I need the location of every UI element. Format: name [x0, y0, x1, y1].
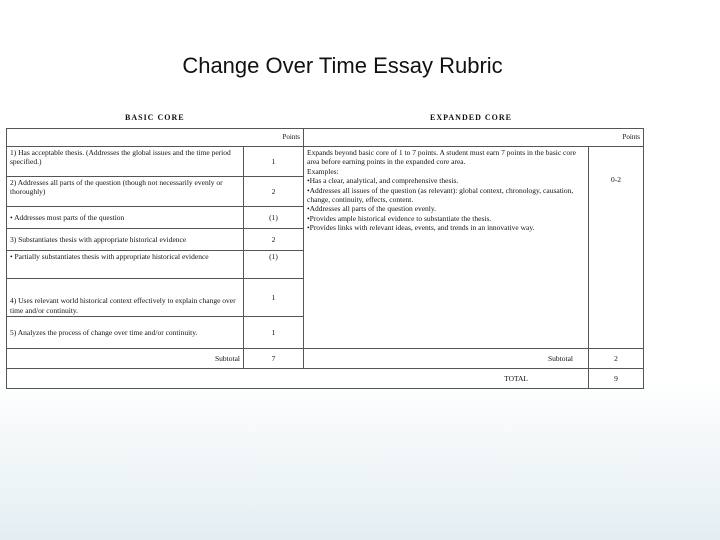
expanded-core-header: EXPANDED CORE	[430, 113, 512, 122]
rubric-table	[6, 128, 644, 389]
criterion-points: 2	[244, 229, 304, 251]
expanded-line: •Has a clear, analytical, and comprehensive thesis.	[307, 176, 459, 186]
criterion-points: (1)	[244, 207, 304, 229]
expanded-points-header: Points	[304, 129, 644, 147]
expanded-core-description	[304, 147, 589, 349]
expanded-subtotal-value: 2	[589, 349, 644, 369]
criterion-text: 1) Has acceptable thesis. (Addresses the global issues and the time period specified.)	[7, 147, 244, 177]
criterion-points: 1	[244, 317, 304, 349]
criterion-text: • Addresses most parts of the question	[7, 207, 244, 229]
expanded-points: 0-2	[589, 147, 644, 349]
table-row	[7, 147, 644, 177]
criterion-text: 4) Uses relevant world historical context effectively to explain change over time and/or continuity.	[7, 279, 244, 317]
expanded-subtotal-label: Subtotal	[304, 349, 589, 369]
criterion-points: (1)	[244, 251, 304, 279]
criterion-text: 2) Addresses all parts of the question (though not necessarily evenly or thoroughly)	[7, 177, 244, 207]
points-header-row	[7, 129, 644, 147]
criterion-text: 5) Analyzes the process of change over time and/or continuity.	[7, 317, 244, 349]
total-label: TOTAL	[7, 369, 589, 389]
basic-subtotal-label: Subtotal	[7, 349, 244, 369]
basic-points-header: Points	[7, 129, 304, 147]
expanded-line: Expands beyond basic core of 1 to 7 points. A student must earn 7 points in the basic core area before earning points in the expanded core area.	[307, 148, 576, 167]
criterion-points: 1	[244, 279, 304, 317]
expanded-line: Examples:	[307, 166, 339, 176]
expanded-line: •Addresses all parts of the question evenly.	[307, 204, 436, 214]
expanded-line: •Provides links with relevant ideas, events, and trends in an innovative way.	[307, 223, 535, 232]
criterion-points: 1	[244, 147, 304, 177]
expanded-line: •Provides ample historical evidence to substantiate the thesis.	[307, 213, 492, 223]
criterion-text: 3) Substantiates thesis with appropriate historical evidence	[7, 229, 244, 251]
basic-subtotal-value: 7	[244, 349, 304, 369]
criterion-text: • Partially substantiates thesis with appropriate historical evidence	[7, 251, 244, 279]
page-title: Change Over Time Essay Rubric	[182, 53, 503, 78]
basic-core-header: BASIC CORE	[125, 113, 185, 122]
total-value: 9	[589, 369, 644, 389]
subtotal-row	[7, 349, 644, 369]
criterion-points: 2	[244, 177, 304, 207]
expanded-line: •Addresses all issues of the question (as relevant): global context, chronology, causation, change, continuity, effects, content.	[307, 185, 574, 204]
total-row	[7, 369, 644, 389]
